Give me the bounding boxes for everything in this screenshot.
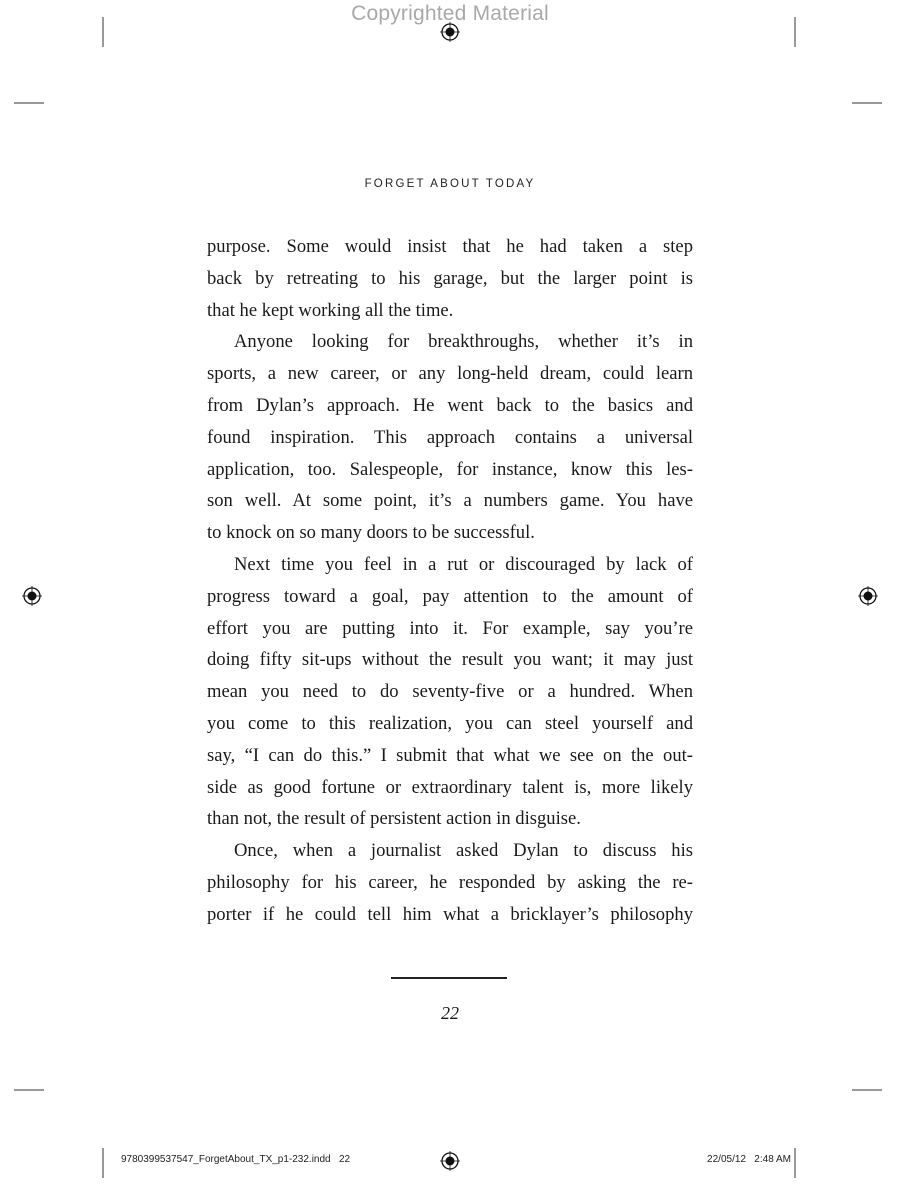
text-line: progress toward a goal, pay attention to the amount of [207, 585, 693, 607]
text-line: doing fifty sit-ups without the result you want; it may just [207, 649, 693, 671]
text-line: application, too. Salespeople, for instance, know this les- [207, 458, 693, 480]
text-line: that he kept working all the time. [207, 299, 454, 321]
crop-mark-top-right [794, 17, 796, 47]
crop-mark-left-upper [14, 102, 44, 104]
folio-rule [391, 977, 507, 979]
text-line: mean you need to do seventy-five or a hundred. When [207, 681, 693, 703]
text-line: effort you are putting into it. For example, say you’re [207, 617, 693, 639]
crop-mark-bottom-right [794, 1148, 796, 1178]
crop-mark-bottom-left [102, 1148, 104, 1178]
text-line: Once, when a journalist asked Dylan to discuss his [234, 840, 693, 862]
copyright-watermark: Copyrighted Material [351, 2, 549, 25]
text-line: son well. At some point, it’s a numbers game. You have [207, 490, 693, 512]
text-line: you come to this realization, you can steel yourself and [207, 712, 693, 734]
text-line: Anyone looking for breakthroughs, whether it’s in [234, 331, 693, 353]
text-line: philosophy for his career, he responded by asking the re- [207, 871, 693, 893]
text-line: side as good fortune or extraordinary talent is, more likely [207, 776, 693, 798]
crop-mark-left-lower [14, 1089, 44, 1091]
text-line: say, “I can do this.” I submit that what we see on the out- [207, 744, 693, 766]
page-number: 22 [441, 1003, 459, 1023]
running-head: FORGET ABOUT TODAY [364, 178, 536, 190]
registration-mark-icon [440, 22, 460, 42]
text-line: from Dylan’s approach. He went back to the basics and [207, 394, 693, 416]
registration-mark-icon [22, 586, 42, 606]
slug-file-info: 9780399537547_ForgetAbout_TX_p1-232.indd 22 [121, 1154, 351, 1165]
crop-mark-right-upper [852, 102, 882, 104]
body-text [207, 231, 693, 931]
crop-mark-top-left [102, 17, 104, 47]
text-line: to knock on so many doors to be successful. [207, 522, 535, 544]
text-line: found inspiration. This approach contains a universal [207, 426, 693, 448]
text-line: sports, a new career, or any long-held dream, could learn [207, 363, 693, 385]
text-line: porter if he could tell him what a bricklayer’s philosophy [207, 903, 693, 925]
crop-mark-right-lower [852, 1089, 882, 1091]
text-line: than not, the result of persistent action in disguise. [207, 808, 581, 830]
registration-mark-icon [858, 586, 878, 606]
text-line: back by retreating to his garage, but the larger point is [207, 267, 693, 289]
text-line: purpose. Some would insist that he had taken a step [207, 236, 693, 257]
registration-mark-icon [440, 1151, 460, 1171]
slug-date-info: 22/05/12 2:48 AM [707, 1154, 791, 1165]
text-line: Next time you feel in a rut or discouraged by lack of [234, 553, 693, 575]
